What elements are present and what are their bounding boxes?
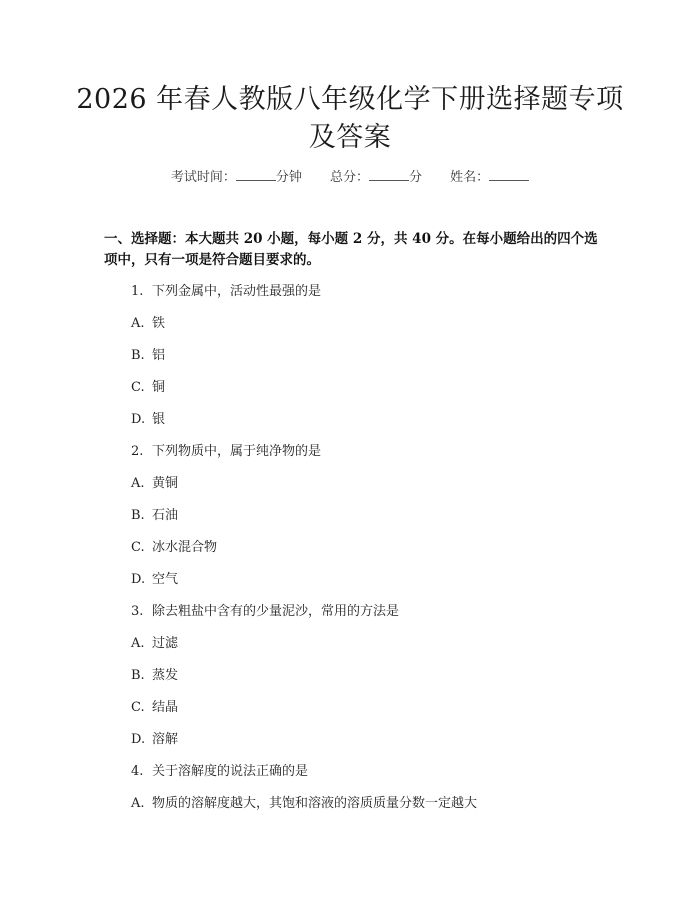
- option-text: 溶解: [152, 732, 179, 747]
- answer-option: [131, 506, 631, 538]
- answer-option: [131, 570, 631, 602]
- answer-option: [131, 794, 631, 826]
- exam-time-field: [171, 168, 302, 188]
- answer-option: [131, 410, 631, 442]
- option-letter: D.: [131, 732, 146, 747]
- exam-time-blank: [236, 168, 276, 181]
- answer-option: [131, 634, 631, 666]
- option-text: 结晶: [152, 700, 179, 715]
- question-text: 下列金属中，活动性最强的是: [152, 284, 322, 299]
- option-letter: D.: [131, 412, 146, 427]
- answer-option: [131, 378, 631, 410]
- option-text: 物质的溶解度越大，其饱和溶液的溶质质量分数一定越大: [152, 796, 478, 811]
- student-name-blank: [489, 168, 529, 181]
- total-score-blank: [369, 168, 409, 181]
- question-stem: [131, 762, 631, 794]
- option-letter: B.: [131, 348, 145, 363]
- question-number: 2.: [131, 444, 144, 459]
- answer-option: [131, 538, 631, 570]
- total-score-label: 总分：: [329, 170, 369, 185]
- answer-option: [131, 346, 631, 378]
- document-title-line-2: 及答案: [308, 122, 392, 153]
- option-text: 空气: [152, 572, 179, 587]
- document-title-line-1: 2026 年春人教版八年级化学下册选择题专项: [76, 84, 624, 115]
- question-stem: [131, 282, 631, 314]
- exam-info-row: [0, 168, 700, 188]
- option-letter: C.: [131, 540, 145, 555]
- question-stem: [131, 442, 631, 474]
- section-heading-line-2: 项中，只有一项是符合题目要求的。: [104, 252, 320, 268]
- option-letter: A.: [131, 316, 145, 331]
- question-stem: [131, 602, 631, 634]
- option-letter: A.: [131, 476, 145, 491]
- answer-option: [131, 474, 631, 506]
- answer-option: [131, 730, 631, 762]
- answer-option: [131, 314, 631, 346]
- option-text: 铝: [152, 348, 166, 363]
- option-letter: A.: [131, 796, 145, 811]
- option-text: 铜: [152, 380, 166, 395]
- exam-time-unit: 分钟: [275, 170, 302, 185]
- question-number: 3.: [131, 604, 144, 619]
- question-text: 除去粗盐中含有的少量泥沙，常用的方法是: [152, 604, 400, 619]
- answer-option: [131, 698, 631, 730]
- option-letter: D.: [131, 572, 146, 587]
- option-letter: C.: [131, 700, 145, 715]
- option-text: 冰水混合物: [152, 540, 218, 555]
- option-letter: B.: [131, 668, 145, 683]
- question-text: 下列物质中，属于纯净物的是: [152, 444, 322, 459]
- total-score-unit: 分: [409, 170, 423, 185]
- option-letter: B.: [131, 508, 145, 523]
- option-text: 过滤: [152, 636, 179, 651]
- option-text: 银: [152, 412, 166, 427]
- option-text: 铁: [152, 316, 166, 331]
- exam-time-label: 考试时间：: [170, 170, 236, 185]
- option-text: 黄铜: [152, 476, 179, 491]
- question-text: 关于溶解度的说法正确的是: [152, 764, 309, 779]
- total-score-field: [330, 168, 422, 188]
- question-list: [131, 282, 631, 826]
- student-name-label: 姓名：: [450, 170, 490, 185]
- question-number: 1.: [131, 284, 144, 299]
- answer-option: [131, 666, 631, 698]
- option-text: 石油: [152, 508, 179, 523]
- option-text: 蒸发: [152, 668, 179, 683]
- section-heading-line-1: 一、选择题：本大题共 20 小题，每小题 2 分，共 40 分。在每小题给出的四个选: [104, 231, 598, 247]
- student-name-field: [450, 168, 529, 188]
- option-letter: A.: [131, 636, 145, 651]
- section-heading: [104, 229, 604, 271]
- question-number: 4.: [131, 764, 144, 779]
- option-letter: C.: [131, 380, 145, 395]
